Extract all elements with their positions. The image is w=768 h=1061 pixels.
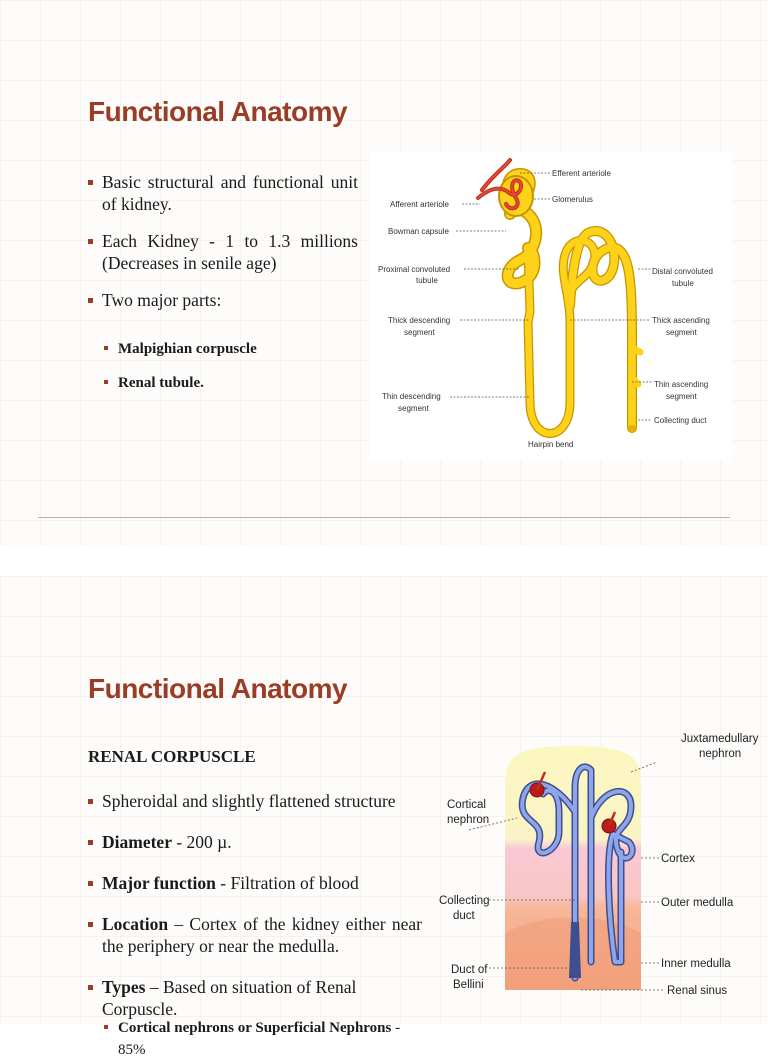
bullet-item: Location – Cortex of the kidney either near the periphery or near the medulla. bbox=[86, 913, 422, 957]
label-inner-medulla: Inner medulla bbox=[661, 958, 731, 970]
label-cortical-nephron: Cortical bbox=[447, 799, 486, 811]
label-thin-descending: segment bbox=[398, 404, 429, 413]
bullet-item: Spheroidal and slightly flattened structure bbox=[86, 790, 422, 812]
label-juxtamedullary: Juxtamedullary bbox=[681, 733, 759, 745]
label-hairpin-bend: Hairpin bend bbox=[528, 440, 574, 449]
section-heading: RENAL CORPUSCLE bbox=[88, 747, 256, 766]
label-thin-descending: Thin descending bbox=[382, 392, 441, 401]
label-collecting-duct: duct bbox=[453, 910, 475, 922]
label-juxtamedullary: nephron bbox=[699, 748, 742, 760]
sub-bullet-item: Malpighian corpuscle bbox=[102, 338, 352, 360]
label-dct: tubule bbox=[672, 279, 694, 288]
bullet-item: Each Kidney - 1 to 1.3 millions (Decreases in senile age) bbox=[86, 230, 358, 274]
slide-title: Functional Anatomy bbox=[88, 673, 348, 704]
label-thick-descending: Thick descending bbox=[388, 316, 451, 325]
label-collecting-duct: Collecting duct bbox=[654, 416, 707, 425]
label-cortical-nephron: nephron bbox=[447, 814, 490, 826]
slide-title: Functional Anatomy bbox=[88, 96, 348, 127]
item-label: Location bbox=[102, 914, 169, 934]
label-duct-of-bellini: Bellini bbox=[453, 979, 484, 991]
nephron-types-diagram bbox=[425, 722, 765, 1024]
label-bowman-capsule: Bowman capsule bbox=[388, 227, 449, 236]
bullet-list bbox=[86, 171, 358, 326]
bullet-item: Major function - Filtration of blood bbox=[86, 872, 422, 894]
slide-gap bbox=[0, 546, 768, 576]
label-dct: Distal convoluted bbox=[652, 267, 713, 276]
bullet-item: Two major parts: bbox=[86, 289, 358, 311]
bullet-list bbox=[86, 790, 422, 1039]
label-afferent-arteriole: Afferent arteriole bbox=[390, 200, 449, 209]
bullet-item: Diameter - 200 µ. bbox=[86, 831, 422, 853]
label-outer-medulla: Outer medulla bbox=[661, 897, 734, 909]
label-efferent-arteriole: Efferent arteriole bbox=[552, 169, 611, 178]
label-thick-descending: segment bbox=[404, 328, 435, 337]
nephron-diagram bbox=[370, 152, 732, 460]
bullet-item: Basic structural and functional unit of kidney. bbox=[86, 171, 358, 215]
label-renal-sinus: Renal sinus bbox=[667, 985, 728, 997]
label-thick-ascending: Thick ascending bbox=[652, 316, 710, 325]
label-glomerulus: Glomerulus bbox=[552, 195, 593, 204]
sub-bullet-list bbox=[102, 338, 352, 406]
label-pct: tubule bbox=[416, 276, 438, 285]
label-pct: Proximal convoluted bbox=[378, 265, 451, 274]
label-thick-ascending: segment bbox=[666, 328, 697, 337]
label-duct-of-bellini: Duct of bbox=[451, 964, 488, 976]
sub-bullet-item: Renal tubule. bbox=[102, 372, 352, 394]
label-thin-ascending: segment bbox=[666, 392, 697, 401]
label-collecting-duct: Collecting bbox=[439, 895, 490, 907]
item-label: Diameter bbox=[102, 832, 172, 852]
bullet-item: Types – Based on situation of Renal Corpuscle. bbox=[86, 976, 422, 1020]
item-label: Major function bbox=[102, 873, 216, 893]
divider-line bbox=[38, 517, 730, 518]
label-cortex: Cortex bbox=[661, 853, 695, 865]
label-thin-ascending: Thin ascending bbox=[654, 380, 709, 389]
sub-bullet-item: Cortical nephrons or Superficial Nephrons - 85% bbox=[102, 1017, 422, 1061]
item-label: Types bbox=[102, 977, 146, 997]
